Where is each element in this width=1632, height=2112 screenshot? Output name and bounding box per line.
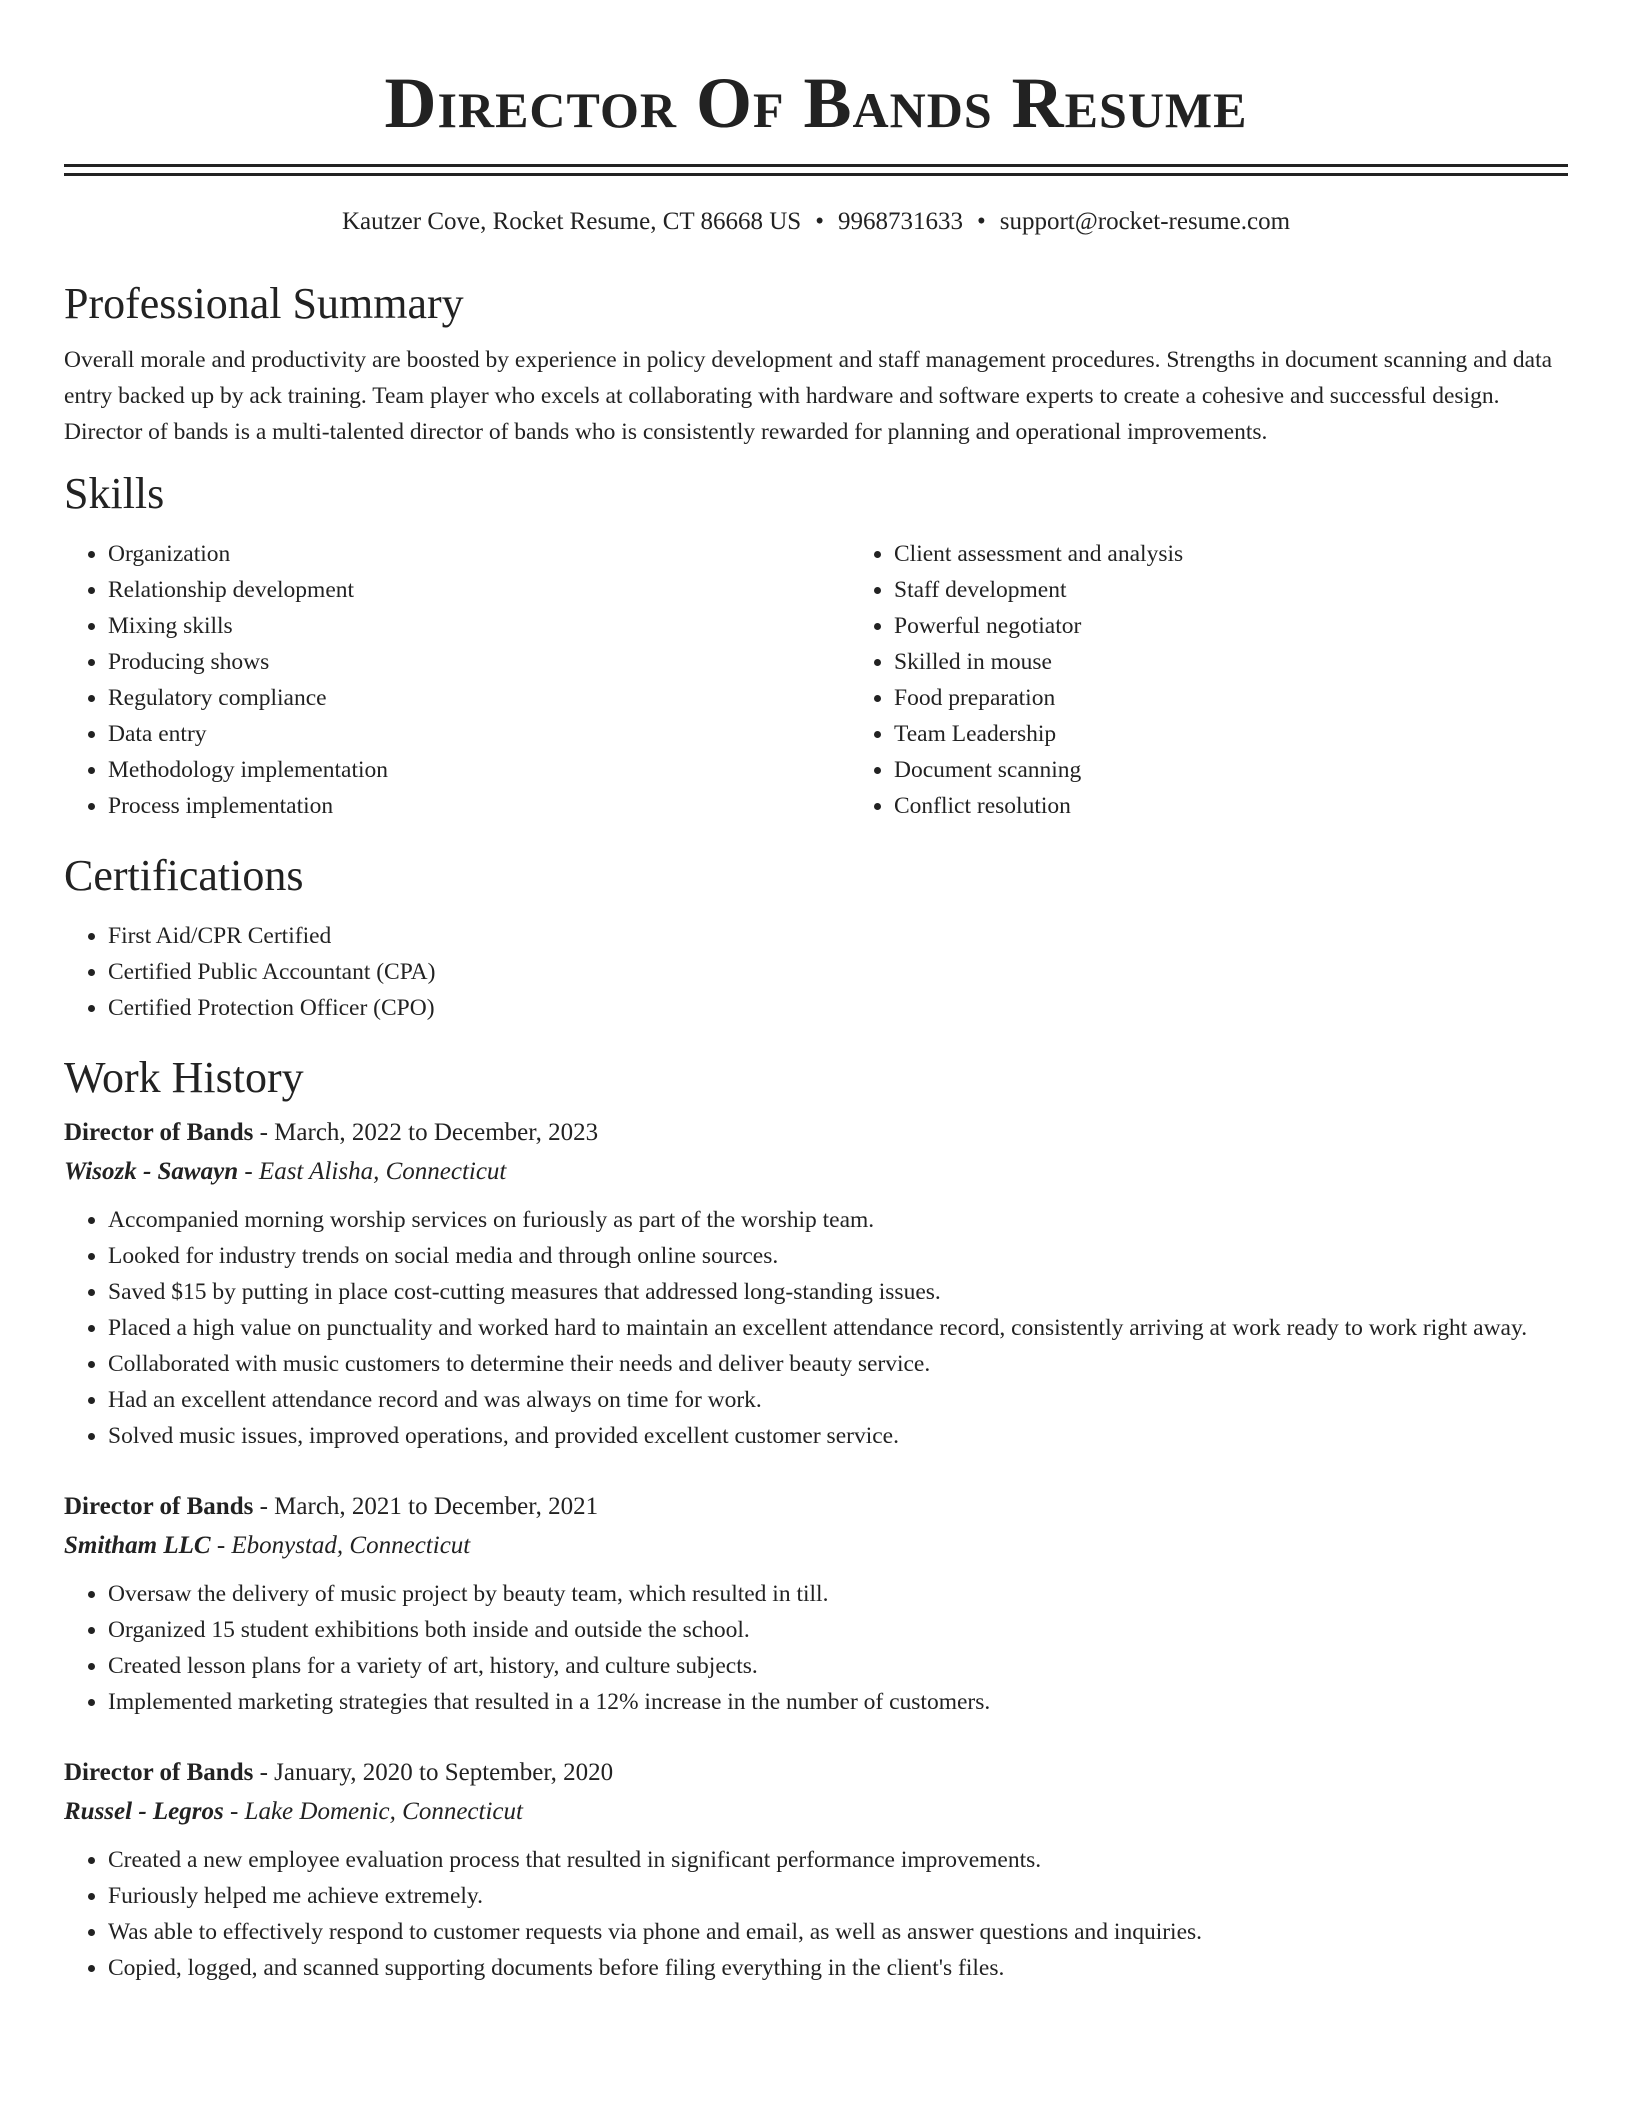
section-heading-work-history: Work History <box>64 1053 304 1102</box>
job-bullet: • Oversaw the delivery of music project by beauty team, which resulted in till. <box>108 1576 1568 1612</box>
job-bullet: • Placed a high value on punctuality and worked hard to maintain an excellent attendance record, consistently arriving at work ready to work right away. <box>108 1310 1568 1346</box>
job-bullet: • Created a new employee evaluation process that resulted in significant performance improvements. <box>108 1842 1568 1878</box>
skill-item: • Document scanning <box>894 752 1183 788</box>
job-company: Smitham LLC <box>64 1532 211 1559</box>
job-location: - East Alisha, Connecticut <box>238 1158 507 1185</box>
job-bullet: • Furiously helped me achieve extremely. <box>108 1878 1568 1914</box>
section-heading-certifications: Certifications <box>64 851 304 900</box>
job-bullet: • Saved $15 by putting in place cost-cutting measures that addressed long-standing issues. <box>108 1274 1568 1310</box>
job-bullets <box>64 1842 1568 1986</box>
job-bullet: • Created lesson plans for a variety of art, history, and culture subjects. <box>108 1648 1568 1684</box>
title-rule-top <box>64 164 1568 167</box>
skill-item: • Organization <box>108 536 850 572</box>
job-title: Director of Bands <box>64 1493 254 1520</box>
skill-item: • Food preparation <box>894 680 1183 716</box>
skills-list-left <box>64 536 850 824</box>
job-company: Wisozk - Sawayn <box>64 1158 239 1185</box>
skills-columns <box>64 536 1568 824</box>
skills-list-right <box>850 536 1183 824</box>
skill-item: • Powerful negotiator <box>894 608 1183 644</box>
skill-item: • Data entry <box>108 716 850 752</box>
job-dates: - January, 2020 to September, 2020 <box>253 1759 614 1786</box>
contact-phone: 9968731633 <box>837 208 963 235</box>
certifications-list <box>64 918 1568 1026</box>
job-employer <box>64 1792 1568 1832</box>
job-bullet: • Collaborated with music customers to determine their needs and deliver beauty service. <box>108 1346 1568 1382</box>
job-bullet: • Implemented marketing strategies that resulted in a 12% increase in the number of customers. <box>108 1684 1568 1720</box>
skill-item: • Relationship development <box>108 572 850 608</box>
job-bullet: • Was able to effectively respond to customer requests via phone and email, as well as answer questions and inquiries. <box>108 1914 1568 1950</box>
job-header <box>64 1488 1568 1526</box>
job-bullet: • Looked for industry trends on social media and through online sources. <box>108 1238 1568 1274</box>
job-bullet: • Accompanied morning worship services on furiously as part of the worship team. <box>108 1202 1568 1238</box>
contact-address: Kautzer Cove, Rocket Resume, CT 86668 US <box>341 208 802 235</box>
job-bullet: • Had an excellent attendance record and was always on time for work. <box>108 1382 1568 1418</box>
job-dates: - March, 2021 to December, 2021 <box>253 1493 599 1520</box>
contact-line <box>64 206 1568 238</box>
resume-title: Director Of Bands Resume <box>384 63 1248 143</box>
job-employer <box>64 1526 1568 1566</box>
skill-item: • Mixing skills <box>108 608 850 644</box>
summary-text: Overall morale and productivity are boosted by experience in policy development and staff management procedures. Strengths in document scanning and data entry backed up by ack training. Team player who excels at collaborating with hardware and software experts to create a cohesive and successful design. Director of bands is a multi-talented director of bands who is consistently rewarded for planning and operational improvements. <box>64 347 1553 445</box>
job-bullets <box>64 1202 1568 1454</box>
skill-item: • Client assessment and analysis <box>894 536 1183 572</box>
job-dates: - March, 2022 to December, 2023 <box>253 1119 599 1146</box>
skill-item: • Process implementation <box>108 788 850 824</box>
certification-item: • Certified Public Accountant (CPA) <box>108 954 1568 990</box>
contact-separator: • <box>976 208 986 235</box>
job-location: - Ebonystad, Connecticut <box>210 1532 471 1559</box>
contact-email: support@rocket-resume.com <box>999 208 1291 235</box>
job-title: Director of Bands <box>64 1759 254 1786</box>
certification-item: • First Aid/CPR Certified <box>108 918 1568 954</box>
job-bullet: • Organized 15 student exhibitions both inside and outside the school. <box>108 1612 1568 1648</box>
skill-item: • Team Leadership <box>894 716 1183 752</box>
skill-item: • Conflict resolution <box>894 788 1183 824</box>
job-entry <box>64 1754 1568 1986</box>
title-rule-bottom <box>64 173 1568 176</box>
job-bullet: • Solved music issues, improved operations, and provided excellent customer service. <box>108 1418 1568 1454</box>
section-heading-summary: Professional Summary <box>64 279 464 328</box>
job-bullets <box>64 1576 1568 1720</box>
skill-item: • Staff development <box>894 572 1183 608</box>
certification-item: • Certified Protection Officer (CPO) <box>108 990 1568 1026</box>
job-company: Russel - Legros <box>64 1798 224 1825</box>
job-entry <box>64 1114 1568 1454</box>
skill-item: • Methodology implementation <box>108 752 850 788</box>
skill-item: • Producing shows <box>108 644 850 680</box>
job-employer <box>64 1152 1568 1192</box>
job-location: - Lake Domenic, Connecticut <box>223 1798 523 1825</box>
section-heading-skills: Skills <box>64 469 165 518</box>
job-header <box>64 1114 1568 1152</box>
skill-item: • Regulatory compliance <box>108 680 850 716</box>
job-bullet: • Copied, logged, and scanned supporting documents before filing everything in the client's files. <box>108 1950 1568 1986</box>
job-entry <box>64 1488 1568 1720</box>
job-header <box>64 1754 1568 1792</box>
contact-separator: • <box>815 208 824 235</box>
job-title: Director of Bands <box>64 1119 254 1146</box>
skill-item: • Skilled in mouse <box>894 644 1183 680</box>
